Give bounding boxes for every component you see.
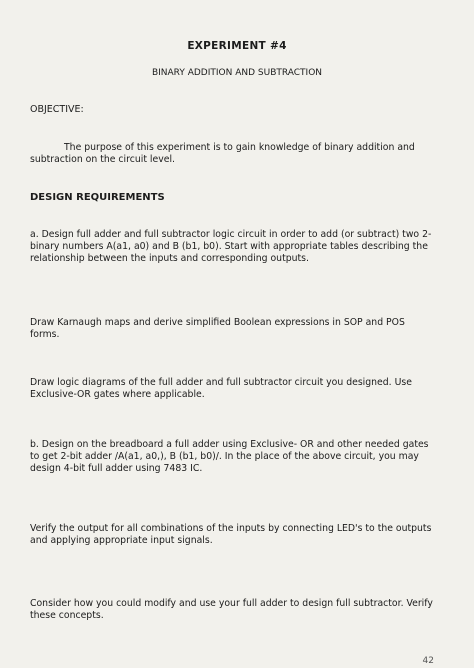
- design-requirements-heading: DESIGN REQUIREMENTS: [30, 192, 165, 203]
- page-number: 42: [422, 656, 434, 666]
- requirement-paragraph-verify: Verify the output for all combinations of the inputs by connecting LED's to the outputs and applying appropriate input signals.: [30, 523, 432, 546]
- document-title: EXPERIMENT #4: [187, 40, 287, 52]
- requirement-paragraph-logic-diagrams: Draw logic diagrams of the full adder and full subtractor circuit you designed. Use Exclusive-OR gates where applicable.: [30, 377, 412, 400]
- objective-text: The purpose of this experiment is to gain knowledge of binary addition and subtraction on the circuit level.: [30, 142, 415, 165]
- requirement-paragraph-b: b. Design on the breadboard a full adder using Exclusive- OR and other needed gates to get 2-bit adder /A(a1, a0,), B (b1, b0)/. In the place of the above circuit, you may design 4-bit full adder using 7483 IC.: [30, 439, 429, 474]
- requirement-paragraph-a: a. Design full adder and full subtractor logic circuit in order to add (or subtract) two 2-binary numbers A(a1, a0) and B (b1, b0). Start with appropriate tables describing the relationship between the inputs and corresponding outputs.: [30, 229, 432, 264]
- document-subtitle: BINARY ADDITION AND SUBTRACTION: [151, 68, 323, 78]
- requirement-paragraph-karnaugh: Draw Karnaugh maps and derive simplified Boolean expressions in SOP and POS forms.: [30, 317, 405, 340]
- objective-heading: OBJECTIVE:: [30, 104, 84, 115]
- requirement-paragraph-subtractor: Consider how you could modify and use your full adder to design full subtractor. Verify these concepts.: [30, 598, 433, 621]
